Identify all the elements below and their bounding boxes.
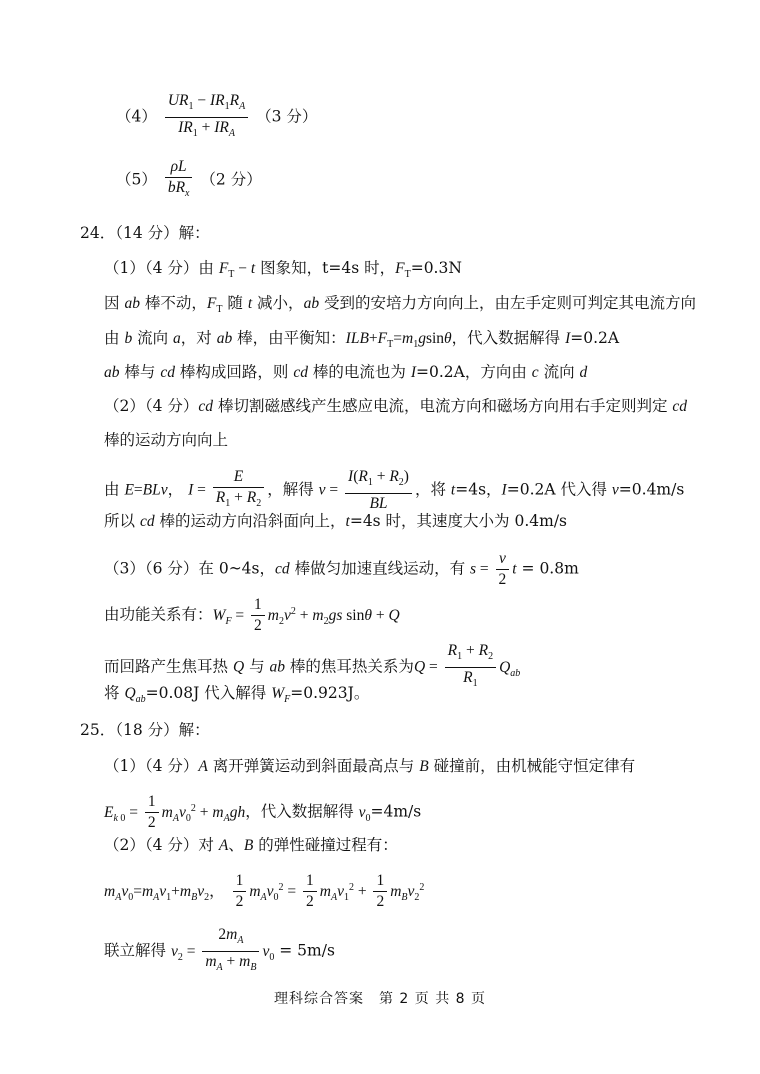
q24-line7: 由 E=BLv， I = $\frac{E}{R_1 + R_2}$ ，解得 v = $\frac{I(R_1 + R_2)}{BL}$ ，将 t=4s，I=0.2A 代入得 v=0.4m/s	[104, 468, 685, 513]
q24-part3: （3）（6 分）在 0~4s，cd 棒做匀加速直线运动，有 s = $\frac{v}{2}$ t = 0.8m	[104, 550, 579, 588]
formula-heat: $\frac{R_1 + R_2}{R_1}$	[445, 642, 496, 693]
q24-line8: 所以 cd 棒的运动方向沿斜面向上，t=4s 时，其速度大小为 0.4m/s	[104, 512, 568, 530]
q24-line10: 由功能关系有：$W_F$ = $\frac{1}{2}$ $m_2v^2 + m_2gs$ sinθ + Q	[104, 596, 400, 634]
item-5-score: （2 分）	[200, 170, 262, 189]
q25-part2: （2）（4 分）对 A、B 的弹性碰撞过程有：	[104, 836, 398, 854]
item-5	[116, 158, 262, 203]
q24-line12: 将 $Q_{ab}=0.08J$ 代入解得 $W_F=0.923J$。	[104, 684, 370, 706]
page-footer: 理科综合答案 第 2 页 共 8 页	[273, 991, 487, 1007]
formula-v2: $\frac{2m_A}{m_A + m_B}$	[202, 926, 259, 977]
item-4-score: （3 分）	[256, 107, 318, 126]
item-4	[116, 92, 317, 143]
q24-line3: 由 b 流向 a，对 ab 棒，由平衡知：$ILB+F_T=m_1gsin\theta$，代入数据解得 I=0.2A	[104, 329, 620, 351]
formula-work: $\frac{1}{2}$	[251, 596, 265, 635]
formula-current: $\frac{E}{R_1 + R_2}$	[213, 468, 264, 513]
formula-displacement: $\frac{v}{2}$	[496, 550, 510, 589]
item-4-label: （4）	[116, 107, 157, 126]
q24-part2: （2）（4 分）cd 棒切割磁感线产生感应电流，电流方向和磁场方向用右手定则判定 cd	[104, 397, 688, 415]
item-5-label: （5）	[116, 170, 157, 189]
q24-part2-cont: 棒的运动方向向上	[104, 431, 229, 449]
formula-item-5: $\frac{\rho L}{bR_x}$	[165, 158, 193, 203]
q24-line4: ab 棒与 cd 棒构成回路，则 cd 棒的电流也为 I=0.2A，方向由 c 流向 d	[104, 363, 588, 381]
q25-line5: 联立解得 $v_2$ = $\frac{2m_A}{m_A + m_B}$ $v_0 = 5m/s$	[104, 926, 335, 977]
q24-part1: （1）（4 分）由 $F_T - t$ 图象知，t=4s 时，$F_T=0.3N$	[104, 259, 462, 281]
formula-item-4: $\frac{UR_1 - IR_1R_A}{IR_1 + IR_A}$	[165, 92, 248, 143]
q25-line2: $E_{k 0}$ = $\frac{1}{2}$ $m_Av_0^2 + m_Agh$，代入数据解得 $v_0=4m/s$	[104, 793, 422, 831]
q25-part1: （1）（4 分）A 离开弹簧运动到斜面最高点与 B 碰撞前，由机械能守恒定律有	[104, 757, 636, 775]
q24-line2: 因 ab 棒不动，$F_T$ 随 t 减小，ab 受到的安培力方向向上，由左手定则可判定其电流方向	[104, 294, 696, 316]
formula-velocity: $\frac{I(R_1 + R_2)}{BL}$	[345, 468, 412, 513]
q24-header: 24．（14 分）解：	[80, 224, 210, 242]
formula-kinetic: $\frac{1}{2}$	[145, 793, 159, 832]
q25-line4: $m_Av_0=m_Av_1+m_Bv_2$， $\frac{1}{2}$ $m_Av_0^2$ = $\frac{1}{2}$ $m_Av_1^2$ + $\frac{1}{2}$ $m_Bv_2^2$	[104, 872, 425, 910]
q24-line11: 而回路产生焦耳热 Q 与 ab 棒的焦耳热关系为Q = $\frac{R_1 + R_2}{R_1}$ $Q_{ab}$	[104, 642, 520, 693]
q25-header: 25．（18 分）解：	[80, 721, 210, 739]
